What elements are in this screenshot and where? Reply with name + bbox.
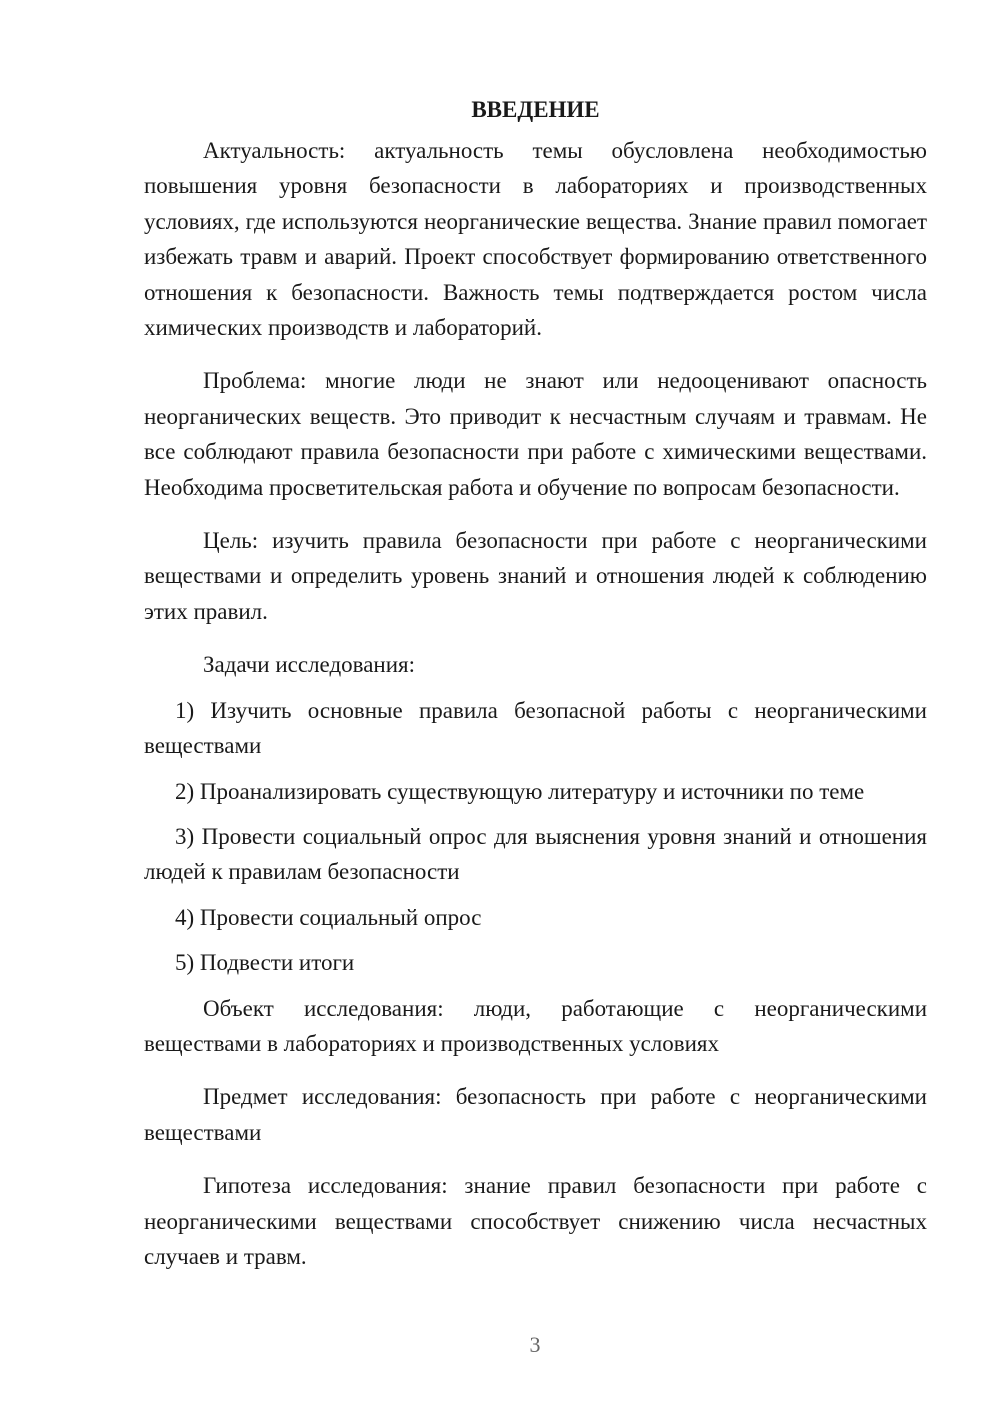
task-item-2: 2) Проанализировать существующую литературу и источники по теме bbox=[175, 778, 865, 804]
task-item-4: 4) Провести социальный опрос bbox=[175, 904, 482, 930]
page-number: 3 bbox=[529, 1332, 541, 1357]
tasks-heading: Задачи исследования: bbox=[203, 652, 416, 678]
page-title: ВВЕДЕНИЕ bbox=[471, 97, 600, 122]
task-item-1: 1) Изучить основные правила безопасной работы с неорганическими веществами bbox=[144, 697, 927, 759]
paragraph-problem: Проблема: многие люди не знают или недооценивают опасность неорганических веществ. Это приводит к несчастным случаям и травмам. Не все соблюдают правила безопасности при работе с химическими веществами. Необходима просветительская работа и обучение по вопросам безопасности. bbox=[144, 368, 927, 500]
paragraph-hypothesis: Гипотеза исследования: знание правил безопасности при работе с неорганическими веществами способствует снижению числа несчастных случаев и травм. bbox=[144, 1173, 927, 1269]
paragraph-relevance: Актуальность: актуальность темы обусловлена необходимостью повышения уровня безопасности в лабораториях и производственных условиях, где используются неорганические вещества. Знание правил помогает избежать травм и аварий. Проект способствует формированию ответственного отношения к безопасности. Важность темы подтверждается ростом числа химических производств и лабораторий. bbox=[144, 138, 927, 341]
paragraph-object: Объект исследования: люди, работающие с неорганическими веществами в лабораториях и производственных условиях bbox=[144, 995, 927, 1056]
document-body bbox=[144, 92, 927, 1292]
paragraph-goal: Цель: изучить правила безопасности при работе с неорганическими веществами и определить уровень знаний и отношения людей к соблюдению этих правил. bbox=[144, 528, 927, 624]
task-item-3: 3) Провести социальный опрос для выяснения уровня знаний и отношения людей к правилам безопасности bbox=[144, 823, 927, 885]
task-item-5: 5) Подвести итоги bbox=[175, 950, 355, 976]
paragraph-subject: Предмет исследования: безопасность при работе с неорганическими веществами bbox=[144, 1084, 927, 1145]
